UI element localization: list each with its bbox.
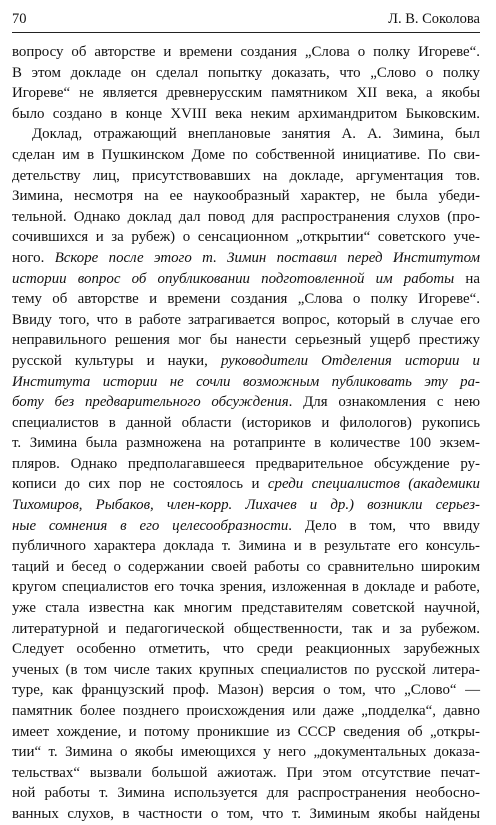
text-line — [12, 577, 480, 598]
text-segment: ной работы т. Зимина используется для распространения необосно- — [12, 785, 480, 802]
text-line — [12, 742, 480, 763]
text-line — [12, 598, 480, 619]
text-line — [12, 639, 480, 660]
italic-text: среди специалистов (академики — [267, 476, 481, 493]
text-segment: тельствах“ вызвали большой ажиотаж. При этом отсутствие печат- — [12, 764, 480, 781]
text-segment: литературной и педагогической общественности, так и за рубежом. — [12, 620, 480, 637]
text-line — [12, 516, 480, 537]
text-line — [12, 104, 480, 125]
text-line — [12, 372, 480, 393]
text-line — [12, 619, 480, 640]
text-segment: тельной. Однако доклад дал повод для распространения слухов (про- — [12, 208, 480, 225]
italic-text: Вскоре после этого т. Зимин поставил перед Институтом — [54, 249, 480, 266]
text-line — [12, 474, 480, 495]
text-line — [12, 63, 480, 84]
text-segment: тии“ т. Зимина о якобы имеющихся у него „документальных доказа- — [12, 744, 480, 761]
text-segment: туре, как французский проф. Мазон) версия о том, что „Слово“ — — [12, 682, 480, 699]
italic-text: Института истории не сочли возможным публиковать эту ра- — [12, 373, 480, 390]
text-segment: на — [454, 270, 480, 287]
text-line — [12, 310, 480, 331]
text-segment: . Для ознакомления с нею — [288, 394, 480, 411]
text-segment: публичного характера доклада т. Зимина и в результате его консуль- — [12, 538, 480, 555]
text-line — [12, 763, 480, 784]
page-header — [12, 8, 480, 33]
text-line — [12, 207, 480, 228]
text-segment: Зимина, несмотря на ее наукообразный характер, не была убеди- — [12, 188, 480, 205]
text-segment: В этом докладе он сделал попытку доказать, что „Слово о полку — [12, 64, 480, 81]
text-line — [12, 42, 480, 63]
text-line — [12, 557, 480, 578]
text-line — [12, 680, 480, 701]
text-line — [12, 269, 480, 290]
text-segment: кописи до сих пор не состоялось и — [12, 476, 268, 493]
text-line — [12, 495, 480, 516]
text-segment: русской культуры и науки, — [12, 352, 221, 369]
text-segment: уже стала известна как многим представителям советской научной, — [12, 600, 480, 617]
text-line — [12, 351, 480, 372]
text-line — [12, 722, 480, 743]
text-segment: ванных слухов, в частности о том, что т. Зиминым якобы найдены — [12, 805, 480, 822]
text-line — [12, 783, 480, 804]
text-line — [12, 186, 480, 207]
text-line — [12, 701, 480, 722]
text-line — [12, 454, 480, 475]
text-segment: ученых (в том числе таких крупных специалистов по русской литера- — [12, 661, 480, 678]
text-segment: . Дело в том, что ввиду — [288, 517, 480, 534]
text-segment: таций и бесед о содержании своей работы со сравнительно широким — [12, 558, 480, 575]
text-line — [12, 289, 480, 310]
running-head: Л. В. Соколова — [388, 11, 480, 27]
text-line — [12, 413, 480, 434]
text-line — [12, 145, 480, 166]
text-segment: памятник более позднего происхождения или даже „подделка“, давно — [12, 703, 480, 719]
text-line — [12, 804, 480, 825]
text-line — [12, 227, 480, 248]
text-segment: сочившихся и за рубеж) о сенсационном „открытии“ советского уче- — [12, 229, 480, 246]
text-line — [12, 124, 480, 145]
page-number: 70 — [12, 11, 27, 27]
text-line — [12, 660, 480, 681]
text-segment: детельству лиц, присутствовавших на докладе, аргументация тов. — [12, 167, 480, 184]
text-line — [12, 330, 480, 351]
text-segment: специалистов в данной области (историков и филологов) рукопись — [12, 414, 480, 431]
text-segment: имеет хождение, и потому проникшие из СССР сведения об „откры- — [12, 723, 480, 740]
text-segment: ного. — [12, 249, 55, 266]
italic-text: истории вопрос об опубликовании подготовленной им работы — [12, 270, 455, 287]
text-segment: Игореве“ не является древнерусским памятником XII века, а якобы — [12, 85, 480, 102]
italic-text: руководители Отделения истории и — [220, 352, 481, 369]
text-segment: вопросу об авторстве и времени создания „Слова о полку Игореве“. — [12, 44, 480, 60]
text-segment: т. Зимина была размножена на ротапринте в количестве 100 экзем- — [12, 435, 480, 452]
italic-text: Тихомиров, Рыбаков, член-корр. Лихачев и др.) возникли серьез- — [12, 497, 480, 514]
text-segment: кругом специалистов его точка зрения, изложенная в докладе и работе, — [12, 579, 480, 596]
text-segment: сделан им в Пушкинском Доме по собственной инициативе. По сви- — [12, 146, 480, 163]
text-segment: пляров. Однако предполагавшееся предварительное обсуждение ру- — [12, 455, 480, 472]
text-segment: Ввиду того, что в работе затрагивается вопрос, который в случае его — [12, 311, 480, 328]
text-segment: было создано в конце XVIII века неким архимандритом Быковским. — [12, 105, 480, 122]
italic-text: ные сомнения в его целесообразности — [12, 517, 289, 534]
text-line — [12, 433, 480, 454]
text-line — [12, 166, 480, 187]
text-line — [12, 392, 480, 413]
text-segment: Доклад, отражающий внеплановые занятия А. А. Зимина, был — [32, 126, 480, 143]
text-segment: неправильного решения мог бы нанести серьезный ущерб престижу — [12, 332, 480, 349]
text-line — [12, 83, 480, 104]
text-line — [12, 536, 480, 557]
text-segment: Следует особенно отметить, что среди реакционных зарубежных — [12, 641, 480, 658]
text-segment: тему об авторстве и времени создания „Слова о полку Игореве“. — [12, 291, 480, 308]
text-line — [12, 248, 480, 269]
italic-text: боту без предварительного обсуждения — [12, 394, 289, 411]
body-text — [12, 42, 480, 825]
